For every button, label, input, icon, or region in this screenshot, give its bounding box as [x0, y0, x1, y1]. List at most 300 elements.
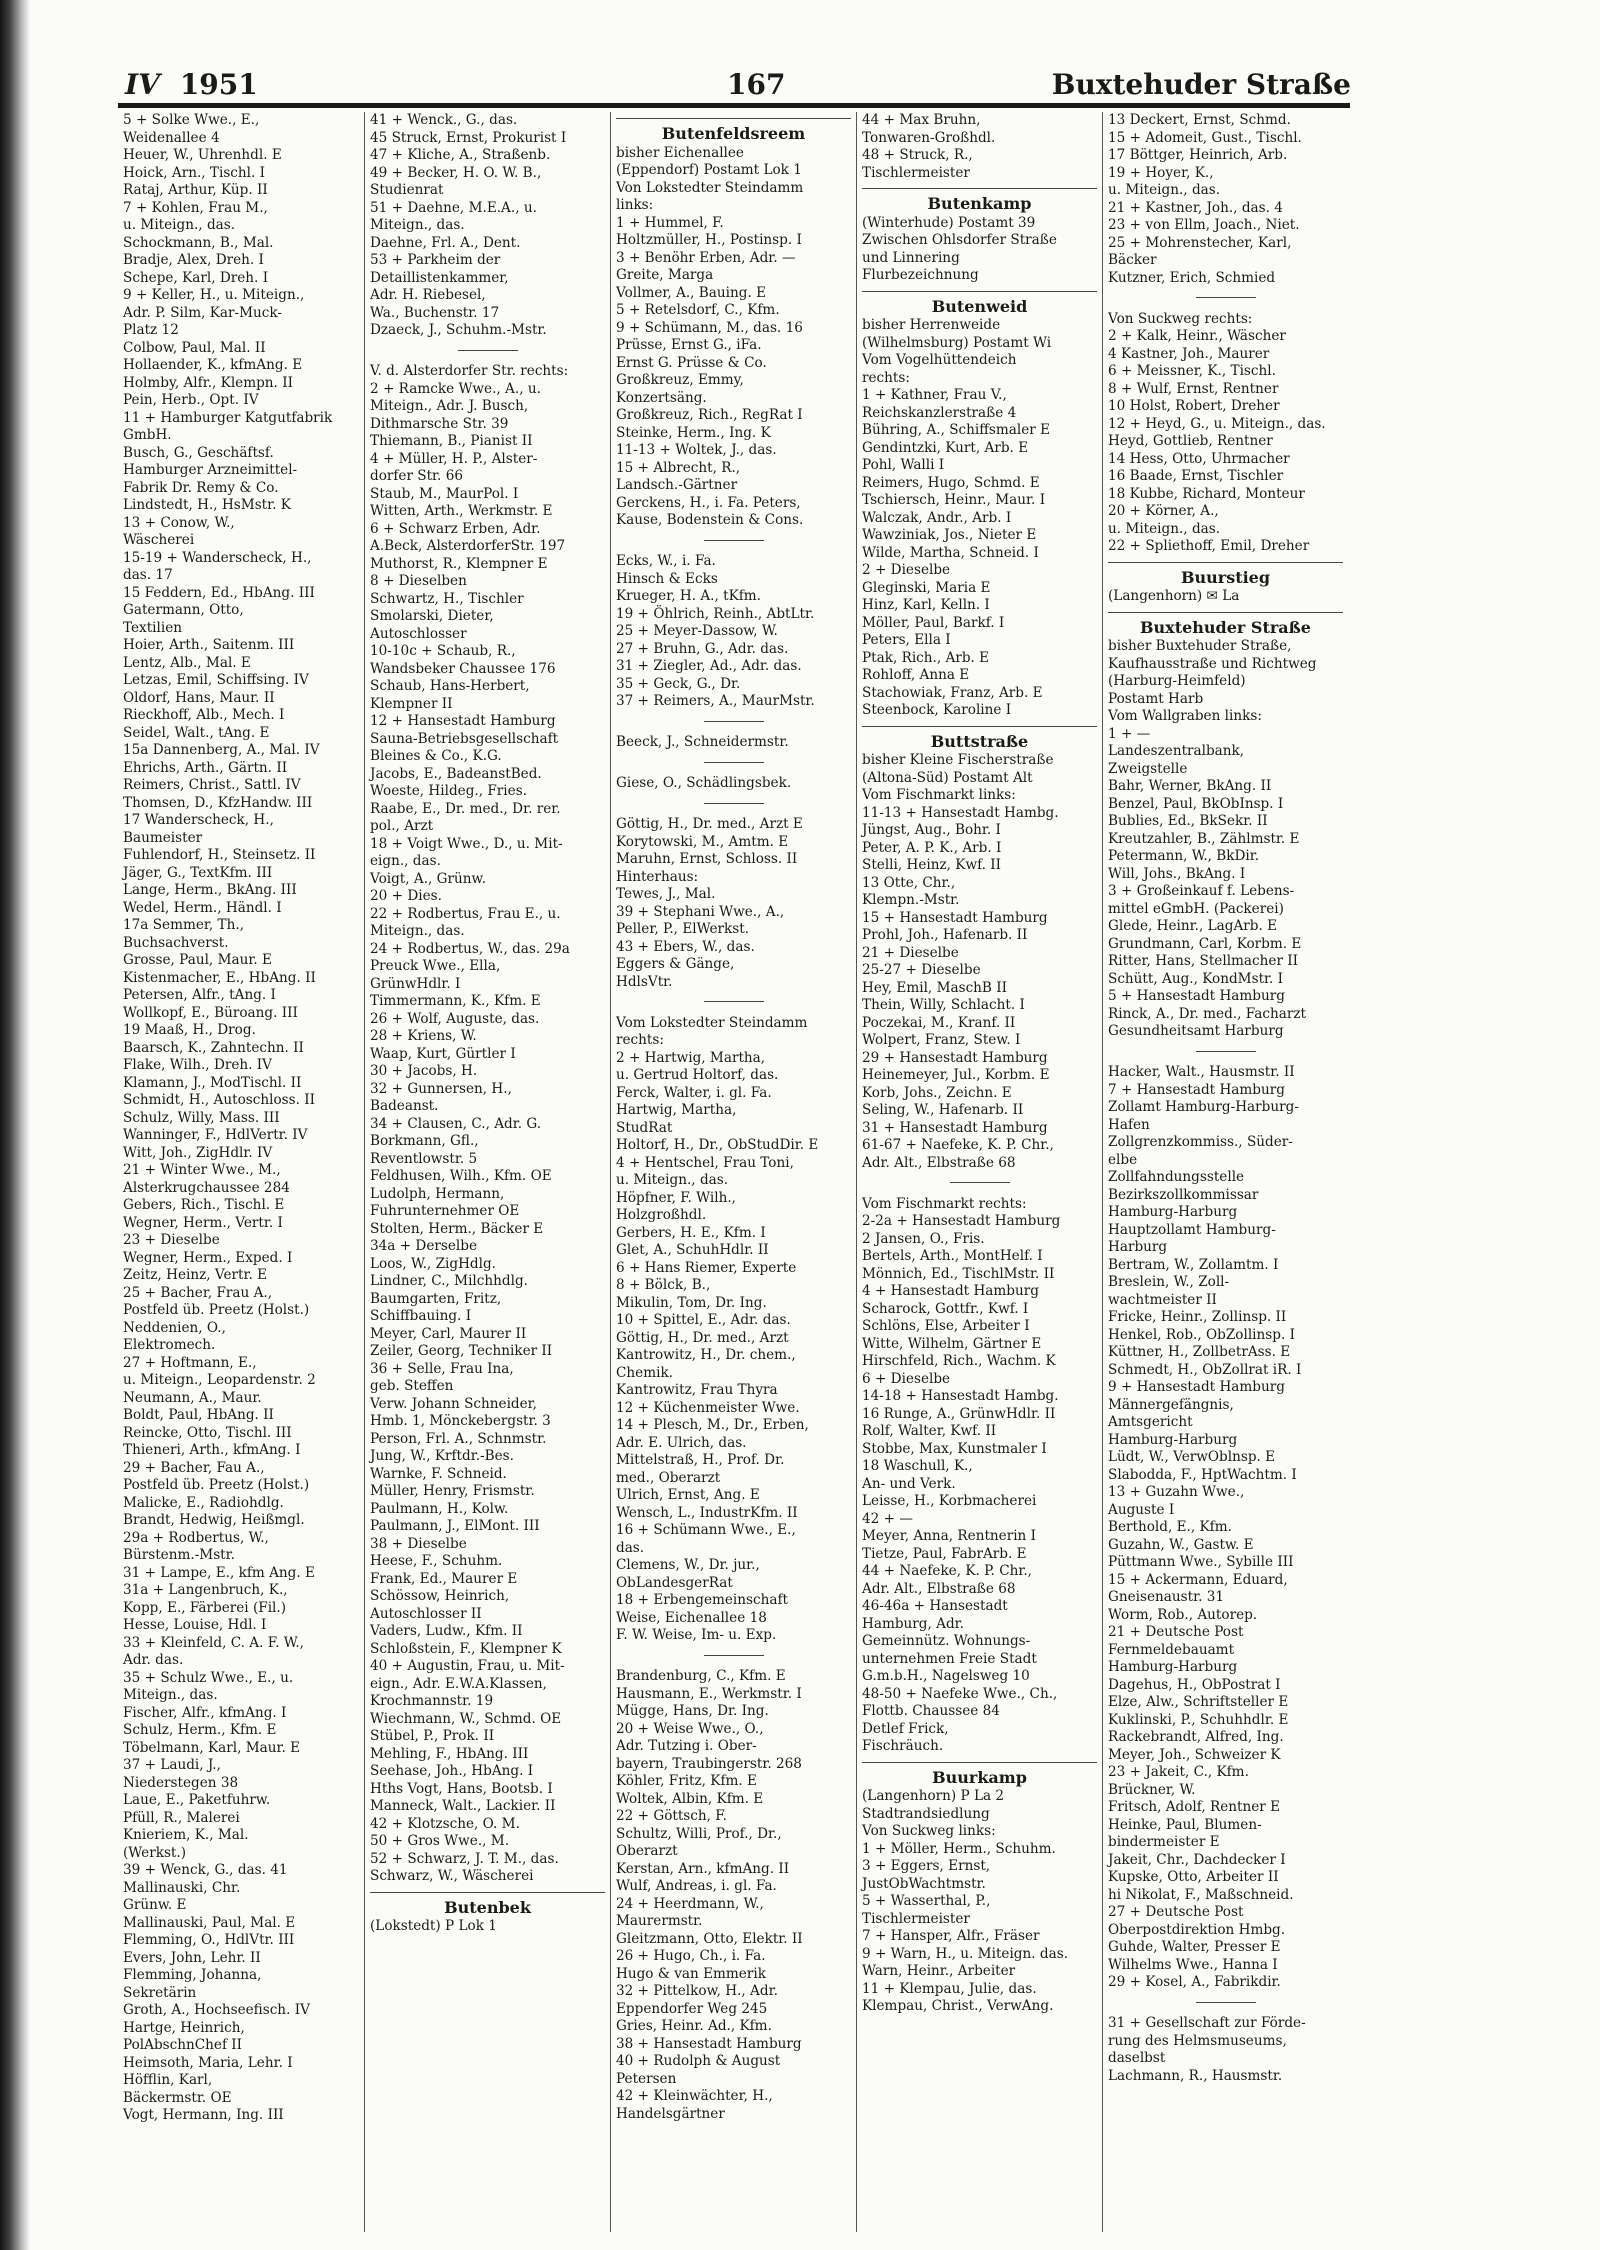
directory-entry: Flemming, Johanna,: [123, 1967, 262, 1983]
directory-entry: Mügge, Hans, Dr. Ing.: [616, 1703, 769, 1719]
directory-entry: (Langenhorn) ✉ La: [1108, 588, 1240, 604]
directory-entry: 6 + Hans Riemer, Experte: [616, 1259, 797, 1276]
directory-entry: 16 + Schümann Wwe., E.,: [616, 1522, 796, 1538]
directory-entry: Göttig, H., Dr. med., Arzt: [616, 1329, 789, 1346]
directory-entry: Reincke, Otto, Tischl. III: [123, 1424, 292, 1441]
directory-entry: Brückner, W.: [1108, 1781, 1196, 1798]
directory-entry: Reimers, Hugo, Schmd. E: [862, 474, 1040, 491]
directory-entry: 25-27 + Dieselbe: [862, 962, 981, 978]
directory-entry: Dagehus, H., ObPostrat I: [1108, 1676, 1281, 1693]
directory-entry: Bahr, Werner, BkAng. II: [1108, 778, 1272, 794]
directory-entry: Platz 12: [123, 322, 179, 338]
directory-entry: Zollamt Hamburg-Harburg-: [1108, 1099, 1299, 1115]
directory-entry: Mallinauski, Chr.: [123, 1879, 241, 1896]
directory-entry: 13 + Conow, W.,: [123, 514, 235, 531]
directory-entry: 12 + Heyd, G., u. Miteign., das.: [1108, 415, 1326, 432]
directory-entry: Adr. H. Riebesel,: [370, 287, 486, 303]
directory-entry: Tschiersch, Heinr., Maur. I: [862, 492, 1046, 508]
directory-entry: G.m.b.H., Nagelsweg 10: [862, 1668, 1030, 1684]
section-divider: [616, 532, 851, 550]
directory-entry: Manneck, Walt., Lackier. II: [370, 1798, 556, 1814]
directory-entry: Oberarzt: [616, 1843, 678, 1859]
directory-entry: 29a + Rodbertus, W.,: [123, 1529, 269, 1546]
directory-entry: A.Beck, AlsterdorferStr. 197: [370, 538, 566, 554]
directory-entry: Adr. E. Ulrich, das.: [616, 1434, 747, 1451]
directory-entry: Weise, Eichenallee 18: [616, 1609, 767, 1626]
directory-entry: 11-13 + Hansestadt Hambg.: [862, 804, 1059, 821]
directory-entry: Alsterkrugchaussee 284: [123, 1179, 290, 1196]
directory-entry: Adr. Alt., Elbstraße 68: [862, 1154, 1016, 1171]
directory-entry: 5 + Wasserthal, P.,: [862, 1893, 991, 1909]
directory-entry: Stolten, Herm., Bäcker E: [370, 1220, 544, 1237]
directory-entry: Kantrowitz, Frau Thyra: [616, 1382, 778, 1398]
directory-entry: Gebers, Rich., Tischl. E: [123, 1197, 285, 1213]
directory-entry: Wilhelms Wwe., Hanna I: [1108, 1956, 1278, 1973]
directory-entry: Reimers, Christ., Sattl. IV: [123, 777, 301, 793]
directory-entry: Woeste, Hildeg., Fries.: [370, 783, 527, 799]
directory-entry: Fernmeldebauamt: [1108, 1641, 1235, 1658]
directory-entry: Textilien: [123, 619, 183, 636]
directory-entry: Kaufhausstraße und Richtweg: [1108, 655, 1317, 672]
directory-entry: Bühring, A., Schiffsmaler E: [862, 422, 1051, 438]
directory-entry: Oberpostdirektion Hmbg.: [1108, 1921, 1286, 1938]
directory-entry: Konzertsäng.: [616, 389, 707, 406]
directory-entry: 31 + Hansestadt Hamburg: [862, 1119, 1048, 1136]
directory-entry: Landeszentralbank,: [1108, 743, 1245, 759]
directory-entry: bisher Eichenallee: [616, 144, 744, 161]
directory-entry: wachtmeister II: [1108, 1291, 1217, 1308]
volume-number: IV: [125, 68, 160, 101]
directory-entry: 47 + Kliche, A., Straßenb.: [370, 147, 551, 163]
directory-entry: bisher Kleine Fischerstraße: [862, 752, 1054, 768]
directory-entry: 34 + Clausen, C., Adr. G.: [370, 1115, 542, 1132]
street-heading: Butenbek: [370, 1892, 605, 1917]
directory-entry: Rataj, Arthur, Küp. II: [123, 182, 268, 198]
section-divider: [616, 713, 851, 731]
directory-entry: u. Miteign., das.: [616, 1172, 729, 1188]
directory-entry: u. Miteign., das.: [1108, 182, 1221, 198]
directory-entry: 45 Struck, Ernst, Prokurist I: [370, 129, 567, 146]
directory-entry: 14-18 + Hansestadt Hambg.: [862, 1388, 1059, 1404]
directory-entry: Studienrat: [370, 182, 444, 198]
directory-entry: rung des Helmsmuseums,: [1108, 2032, 1287, 2049]
directory-entry: Peter, A. P. K., Arb. I: [862, 839, 1002, 856]
directory-entry: Stadtrandsiedlung: [862, 1805, 990, 1822]
directory-entry: 21 + Winter Wwe., M.,: [123, 1162, 281, 1178]
section-divider: [616, 754, 851, 772]
directory-entry: unternehmen Freie Stadt: [862, 1650, 1037, 1667]
directory-entry: Slabodda, F., HptWachtm. I: [1108, 1466, 1297, 1483]
directory-entry: Flottb. Chaussee 84: [862, 1703, 1000, 1719]
directory-entry: Stübel, P., Prok. II: [370, 1728, 495, 1744]
directory-entry: 14 + Plesch, M., Dr., Erben,: [616, 1417, 809, 1433]
directory-entry: Gatermann, Otto,: [123, 602, 244, 618]
directory-entry: Schloßstein, F., Klempner K: [370, 1640, 562, 1657]
directory-entry: Rieckhoff, Alb., Mech. I: [123, 707, 285, 723]
directory-entry: 5 + Hansestadt Hamburg: [1108, 988, 1285, 1004]
directory-entry: (Altona-Süd) Postamt Alt: [862, 769, 1033, 786]
directory-entry: Baumeister: [123, 829, 203, 846]
directory-entry: 39 + Wenck, G., das. 41: [123, 1862, 288, 1878]
directory-entry: Petermann, W., BkDir.: [1108, 848, 1260, 864]
directory-entry: Gesundheitsamt Harburg: [1108, 1023, 1284, 1039]
header-rule: [118, 103, 1350, 108]
directory-entry: 13 Deckert, Ernst, Schmd.: [1108, 112, 1291, 128]
directory-entry: rechts:: [862, 369, 910, 386]
directory-entry: 37 + Laudi, J.,: [123, 1757, 221, 1773]
directory-entry: Gleitzmann, Otto, Elektr. II: [616, 1930, 803, 1947]
directory-entry: Wa., Buchenstr. 17: [370, 304, 500, 321]
directory-entry: eign., das.: [370, 853, 441, 869]
directory-entry: Wiechmann, W., Schmd. OE: [370, 1710, 562, 1727]
directory-entry: 11-13 + Woltek, J., das.: [616, 442, 777, 458]
directory-columns: [118, 112, 1350, 2232]
directory-entry: Wedel, Herm., Händl. I: [123, 899, 282, 916]
directory-entry: Jacobs, E., BadeanstBed.: [370, 765, 542, 782]
directory-entry: Rolf, Walter, Kwf. II: [862, 1423, 997, 1439]
directory-entry: 5 + Retelsdorf, C., Kfm.: [616, 302, 780, 318]
directory-entry: 9 + Schümann, M., das. 16: [616, 319, 803, 336]
directory-entry: 37 + Reimers, A., MaurMstr.: [616, 693, 815, 709]
directory-entry: Gleginski, Maria E: [862, 579, 991, 596]
directory-entry: 17 Böttger, Heinrich, Arb.: [1108, 147, 1288, 163]
directory-entry: 61-67 + Naefeke, K. P. Chr.,: [862, 1137, 1054, 1153]
directory-entry: 1 + Möller, Herm., Schuhm.: [862, 1840, 1056, 1857]
directory-entry: Busch, G., Geschäftsf.: [123, 444, 274, 461]
directory-entry: Heinke, Paul, Blumen-: [1108, 1816, 1262, 1833]
directory-entry: Fabrik Dr. Remy & Co.: [123, 479, 279, 496]
directory-entry: 2 Jansen, O., Fris.: [862, 1230, 985, 1247]
directory-entry: Lange, Herm., BkAng. III: [123, 882, 297, 898]
directory-entry: Reventlowstr. 5: [370, 1150, 478, 1167]
directory-entry: 23 + von Ellm, Joach., Niet.: [1108, 217, 1300, 233]
directory-entry: Autoschlosser II: [370, 1605, 482, 1622]
directory-entry: 14 Hess, Otto, Uhrmacher: [1108, 450, 1290, 467]
directory-entry: Eppendorfer Weg 245: [616, 2000, 768, 2017]
directory-entry: u. Gertrud Holtorf, das.: [616, 1067, 779, 1083]
directory-entry: Gneisenaustr. 31: [1108, 1589, 1225, 1605]
directory-entry: Lüdt, W., VerwOblnsp. E: [1108, 1449, 1276, 1465]
directory-entry: Hirschfeld, Rich., Wachm. K: [862, 1353, 1056, 1369]
directory-entry: 19 + Hoyer, K.,: [1108, 164, 1214, 181]
directory-entry: Schiffbauing. I: [370, 1308, 472, 1324]
directory-entry: Auguste I: [1108, 1501, 1175, 1518]
directory-entry: Prüsse, Ernst G., iFa.: [616, 337, 762, 353]
directory-entry: u. Miteign., das.: [1108, 520, 1221, 537]
directory-entry: Großkreuz, Emmy,: [616, 372, 744, 388]
directory-entry: u. Miteign., Leopardenstr. 2: [123, 1372, 316, 1388]
directory-entry: 6 + Meissner, K., Tischl.: [1108, 363, 1276, 379]
directory-entry: Schütt, Aug., KondMstr. I: [1108, 970, 1284, 987]
directory-entry: Heese, F., Schuhm.: [370, 1553, 503, 1569]
directory-entry: Klamann, J., ModTischl. II: [123, 1074, 302, 1091]
directory-entry: (Langenhorn) P La 2: [862, 1788, 1005, 1804]
section-divider: [1108, 1994, 1343, 2012]
directory-entry: GrünwHdlr. I: [370, 975, 461, 992]
directory-entry: 6 + Schwarz Erben, Adr.: [370, 520, 541, 537]
directory-entry: Hesse, Louise, Hdl. I: [123, 1617, 267, 1633]
directory-entry: Vom Wallgraben links:: [1108, 708, 1262, 724]
directory-entry: Thomsen, D., KfzHandw. III: [123, 794, 313, 811]
directory-entry: 42 + Klotzsche, O. M.: [370, 1815, 520, 1832]
directory-entry: Grundmann, Carl, Korbm. E: [1108, 935, 1302, 952]
directory-entry: 12 + Hansestadt Hamburg: [370, 713, 556, 729]
directory-entry: Hmb. 1, Mönckebergstr. 3: [370, 1413, 551, 1429]
directory-entry: Detaillistenkammer,: [370, 269, 509, 286]
directory-entry: Hinz, Karl, Kelln. I: [862, 597, 990, 613]
column-3: [610, 112, 856, 2232]
section-divider: [1108, 1043, 1343, 1061]
directory-entry: F. W. Weise, Im- u. Exp.: [616, 1627, 777, 1643]
directory-entry: 32 + Gunnersen, H.,: [370, 1080, 512, 1097]
directory-entry: Hamburg-Harburg: [1108, 1431, 1238, 1448]
directory-entry: 48-50 + Naefeke Wwe., Ch.,: [862, 1685, 1058, 1702]
directory-entry: 4 + Müller, H. P., Alster-: [370, 450, 538, 467]
directory-entry: Schössow, Heinrich,: [370, 1588, 510, 1604]
directory-entry: elbe: [1108, 1151, 1138, 1168]
directory-entry: Maruhn, Ernst, Schloss. II: [616, 851, 798, 867]
directory-entry: Fischräuch.: [862, 1738, 944, 1754]
directory-entry: 31 + Lampe, E., kfm Ang. E: [123, 1564, 315, 1581]
directory-entry: 25 + Meyer-Dassow, W.: [616, 623, 778, 639]
directory-entry: Köhler, Fritz, Kfm. E: [616, 1773, 757, 1789]
running-title: Buxtehuder Straße: [1051, 68, 1351, 101]
directory-entry: Bradje, Alex, Dreh. I: [123, 252, 264, 268]
directory-entry: Beeck, J., Schneidermstr.: [616, 734, 789, 750]
directory-entry: Postfeld üb. Preetz (Holst.): [123, 1477, 310, 1493]
directory-entry: Hamburg-Harburg: [1108, 1204, 1238, 1220]
directory-entry: 22 + Spliethoff, Emil, Dreher: [1108, 538, 1310, 554]
section-divider: [1108, 289, 1343, 307]
directory-entry: 51 + Daehne, M.E.A., u.: [370, 199, 537, 216]
directory-entry: Steenbock, Karoline I: [862, 702, 1012, 718]
directory-entry: 34a + Derselbe: [370, 1238, 477, 1254]
directory-entry: Korytowski, M., Amtm. E: [616, 833, 789, 850]
directory-entry: Henkel, Rob., ObZollinsp. I: [1108, 1326, 1295, 1343]
directory-entry: Heinemeyer, Jul., Korbm. E: [862, 1067, 1050, 1083]
directory-entry: Baarsch, K., Zahntechn. II: [123, 1039, 304, 1056]
directory-entry: Adr. Tutzing i. Ober-: [616, 1738, 757, 1754]
directory-entry: 3 + Eggers, Ernst,: [862, 1858, 991, 1874]
directory-entry: Klempn.-Mstr.: [862, 892, 960, 908]
street-heading: Buttstraße: [862, 726, 1097, 751]
directory-entry: Vom Vogelhüttendeich: [862, 352, 1017, 368]
directory-entry: Fuhlendorf, H., Steinsetz. II: [123, 847, 316, 863]
directory-entry: Bäcker: [1108, 252, 1157, 268]
directory-entry: 27 + Bruhn, G., Adr. das.: [616, 640, 789, 657]
directory-entry: 31a + Langenbruch, K.,: [123, 1582, 288, 1598]
directory-entry: Von Suckweg links:: [862, 1823, 996, 1839]
directory-entry: 20 + Weise Wwe., O.,: [616, 1720, 764, 1737]
directory-entry: Von Lokstedter Steindamm: [616, 179, 804, 196]
directory-entry: Lindstedt, H., HsMstr. K: [123, 497, 291, 513]
directory-entry: Kupske, Otto, Arbeiter II: [1108, 1869, 1279, 1885]
directory-entry: Göttig, H., Dr. med., Arzt E: [616, 816, 803, 832]
directory-entry: bayern, Traubingerstr. 268: [616, 1755, 802, 1772]
directory-entry: 24 + Rodbertus, W., das. 29a: [370, 940, 570, 957]
directory-entry: Ernst G. Prüsse & Co.: [616, 354, 767, 371]
directory-entry: Witt, Joh., ZigHdlr. IV: [123, 1144, 273, 1161]
directory-entry: Püttmann Wwe., Sybille III: [1108, 1554, 1294, 1570]
directory-entry: hi Nikolat, F., Maßschneid.: [1108, 1886, 1294, 1903]
directory-entry: 33 + Kleinfeld, C. A. F. W.,: [123, 1634, 304, 1651]
directory-entry: 20 + Körner, A.,: [1108, 503, 1219, 519]
directory-entry: Frank, Ed., Maurer E: [370, 1570, 518, 1587]
directory-entry: Peller, P., ElWerkst.: [616, 921, 749, 937]
directory-entry: Großkreuz, Rich., RegRat I: [616, 407, 803, 423]
directory-entry: 15 Feddern, Ed., HbAng. III: [123, 584, 315, 601]
directory-entry: Raabe, E., Dr. med., Dr. rer.: [370, 800, 561, 817]
directory-entry: Baumgarten, Fritz,: [370, 1290, 502, 1307]
directory-entry: 21 + Deutsche Post: [1108, 1624, 1244, 1640]
directory-entry: 9 + Hansestadt Hamburg: [1108, 1379, 1285, 1395]
directory-entry: 3 + Großeinkauf f. Lebens-: [1108, 883, 1295, 899]
column-5: [1102, 112, 1348, 2232]
directory-entry: Hinsch & Ecks: [616, 570, 718, 587]
directory-entry: Ritter, Hans, Stellmacher II: [1108, 953, 1299, 969]
directory-entry: Poczekai, M., Kranf. II: [862, 1014, 1016, 1031]
directory-entry: 30 + Jacobs, H.: [370, 1063, 478, 1079]
directory-entry: 48 + Struck, R.,: [862, 147, 973, 163]
directory-entry: Waap, Kurt, Gürtler I: [370, 1045, 516, 1062]
directory-entry: 31 + Gesellschaft zur Förde-: [1108, 2015, 1306, 2031]
directory-entry: Knieriem, K., Mal.: [123, 1827, 249, 1843]
directory-entry: 15-19 + Wanderscheck, H.,: [123, 549, 312, 566]
directory-entry: Miteign., das.: [370, 923, 465, 939]
directory-entry: Groth, A., Hochseefisch. IV: [123, 2002, 310, 2018]
column-4: [856, 112, 1102, 2232]
directory-entry: Kistenmacher, E., HbAng. II: [123, 969, 316, 986]
directory-entry: Grosse, Paul, Maur. E: [123, 952, 272, 968]
directory-entry: Fuhrunternehmer OE: [370, 1203, 520, 1219]
directory-entry: 17 Wanderscheck, H.,: [123, 812, 274, 828]
directory-entry: Berthold, E., Kfm.: [1108, 1519, 1232, 1535]
directory-entry: Rackebrandt, Alfred, Ing.: [1108, 1729, 1284, 1745]
directory-entry: 27 + Deutsche Post: [1108, 1904, 1244, 1920]
directory-entry: Zollfahndungsstelle: [1108, 1169, 1245, 1185]
directory-entry: Person, Frl. A., Schnmstr.: [370, 1430, 547, 1447]
directory-entry: 32 + Pittelkow, H., Adr.: [616, 1983, 778, 1999]
directory-entry: Stachowiak, Franz, Arb. E: [862, 684, 1043, 701]
directory-entry: pol., Arzt: [370, 818, 434, 834]
directory-entry: Holtorf, H., Dr., ObStudDir. E: [616, 1137, 819, 1153]
directory-entry: V. d. Alsterdorfer Str. rechts:: [370, 363, 569, 379]
directory-entry: 2-2a + Hansestadt Hamburg: [862, 1213, 1061, 1229]
directory-entry: daselbst: [1108, 2050, 1166, 2066]
directory-entry: Hafen: [1108, 1116, 1150, 1133]
year: 1951: [179, 68, 258, 101]
directory-entry: Postamt Harb: [1108, 690, 1204, 707]
directory-entry: Tischlermeister: [862, 164, 970, 181]
directory-entry: rechts:: [616, 1032, 664, 1048]
directory-entry: Tischlermeister: [862, 1910, 970, 1927]
directory-entry: Lachmann, R., Hausmstr.: [1108, 2067, 1283, 2084]
directory-entry: 41 + Wenck., G., das.: [370, 112, 518, 128]
directory-entry: Rinck, A., Dr. med., Facharzt: [1108, 1005, 1306, 1022]
directory-entry: 11 + Klempau, Julie, das.: [862, 1980, 1037, 1997]
directory-entry: Daehne, Frl. A., Dent.: [370, 234, 521, 251]
directory-entry: Staub, M., MaurPol. I: [370, 485, 519, 502]
directory-entry: 10-10c + Schaub, R.,: [370, 643, 516, 659]
directory-entry: Leisse, H., Korbmacherei: [862, 1493, 1037, 1509]
directory-entry: Gries, Heinr. Ad., Kfm.: [616, 2018, 772, 2034]
street-heading: Butenweid: [862, 291, 1097, 316]
directory-entry: Miteign., das.: [123, 1687, 218, 1703]
directory-entry: 2 + Ramcke Wwe., A., u.: [370, 380, 541, 397]
directory-entry: 2 + Kalk, Heinr., Wäscher: [1108, 328, 1286, 344]
directory-entry: Seehase, Joh., HbAng. I: [370, 1763, 534, 1779]
directory-entry: eign., Adr. E.W.A.Klassen,: [370, 1675, 547, 1692]
directory-entry: Pohl, Walli I: [862, 457, 945, 473]
directory-entry: Hartwig, Martha,: [616, 1102, 737, 1118]
directory-entry: Zeitz, Heinz, Vertr. E: [123, 1267, 268, 1283]
directory-entry: Will, Johs., BkAng. I: [1108, 865, 1246, 882]
directory-entry: Bertels, Arth., MontHelf. I: [862, 1248, 1043, 1264]
directory-entry: Meyer, Anna, Rentnerin I: [862, 1528, 1036, 1544]
directory-entry: Hamburger Arzneimittel-: [123, 462, 298, 478]
directory-entry: Woltek, Albin, Kfm. E: [616, 1790, 764, 1807]
directory-entry: Flurbezeichnung: [862, 267, 979, 283]
directory-entry: Witten, Arth., Werkmstr. E: [370, 503, 553, 519]
directory-entry: 53 + Parkheim der: [370, 252, 501, 268]
directory-entry: Ludolph, Hermann,: [370, 1185, 505, 1202]
directory-entry: Schwarz, W., Wäscherei: [370, 1868, 534, 1884]
directory-entry: Wolpert, Franz, Stew. I: [862, 1032, 1021, 1048]
directory-entry: 10 + Spittel, E., Adr. das.: [616, 1312, 791, 1328]
directory-entry: Petersen, Alfr., tAng. I: [123, 987, 276, 1003]
directory-entry: links:: [616, 197, 654, 213]
directory-entry: Fricke, Heinr., Zollinsp. II: [1108, 1309, 1287, 1325]
directory-entry: Wilde, Martha, Schneid. I: [862, 544, 1039, 561]
directory-entry: Neddenien, O.,: [123, 1319, 226, 1336]
directory-entry: ObLandesgerRat: [616, 1574, 733, 1591]
directory-entry: Hollaender, K., kfmAng. E: [123, 357, 303, 373]
directory-entry: 23 + Jakeit, C., Kfm.: [1108, 1764, 1249, 1780]
directory-entry: 38 + Dieselbe: [370, 1535, 467, 1552]
directory-entry: 21 + Kastner, Joh., das. 4: [1108, 199, 1283, 216]
directory-entry: HdlsVtr.: [616, 973, 673, 990]
directory-entry: Clemens, W., Dr. jur.,: [616, 1557, 760, 1573]
directory-entry: Oldorf, Hans, Maur. II: [123, 689, 275, 706]
directory-entry: 42 + —: [862, 1510, 913, 1527]
page-binding-shadow: [0, 0, 30, 2250]
directory-entry: Benzel, Paul, BkObInsp. I: [1108, 795, 1284, 812]
directory-entry: bisher Buxtehuder Straße,: [1108, 638, 1292, 654]
directory-entry: (Eppendorf) Postamt Lok 1: [616, 162, 802, 178]
directory-entry: Zwischen Ohlsdorfer Straße: [862, 232, 1057, 248]
directory-entry: 15a Dannenberg, A., Mal. IV: [123, 742, 320, 758]
directory-entry: Zeiler, Georg, Techniker II: [370, 1343, 553, 1359]
directory-entry: bindermeister E: [1108, 1834, 1220, 1850]
directory-entry: 2 + Hartwig, Martha,: [616, 1049, 766, 1066]
directory-entry: 7 + Hansper, Alfr., Fräser: [862, 1928, 1040, 1944]
directory-entry: 4 + Hansestadt Hamburg: [862, 1283, 1039, 1299]
street-heading: Butenfeldsreem: [616, 118, 851, 143]
directory-entry: Feldhusen, Wilh., Kfm. OE: [370, 1168, 552, 1184]
directory-entry: Hoick, Arn., Tischl. I: [123, 164, 266, 181]
section-divider: [616, 993, 851, 1011]
directory-entry: Miteign., Adr. J. Busch,: [370, 398, 529, 414]
directory-entry: Chemik.: [616, 1364, 673, 1381]
directory-entry: Thieneri, Arth., kfmAng. I: [123, 1442, 301, 1458]
directory-entry: med., Oberarzt: [616, 1469, 721, 1486]
directory-entry: das. 17: [123, 567, 173, 583]
directory-entry: und Linnering: [862, 249, 960, 266]
directory-entry: Kopp, E., Färberei (Fil.): [123, 1599, 287, 1616]
volume-and-year: [125, 68, 258, 101]
directory-entry: Guhde, Walter, Presser E: [1108, 1939, 1281, 1955]
directory-entry: (Werkst.): [123, 1844, 187, 1861]
